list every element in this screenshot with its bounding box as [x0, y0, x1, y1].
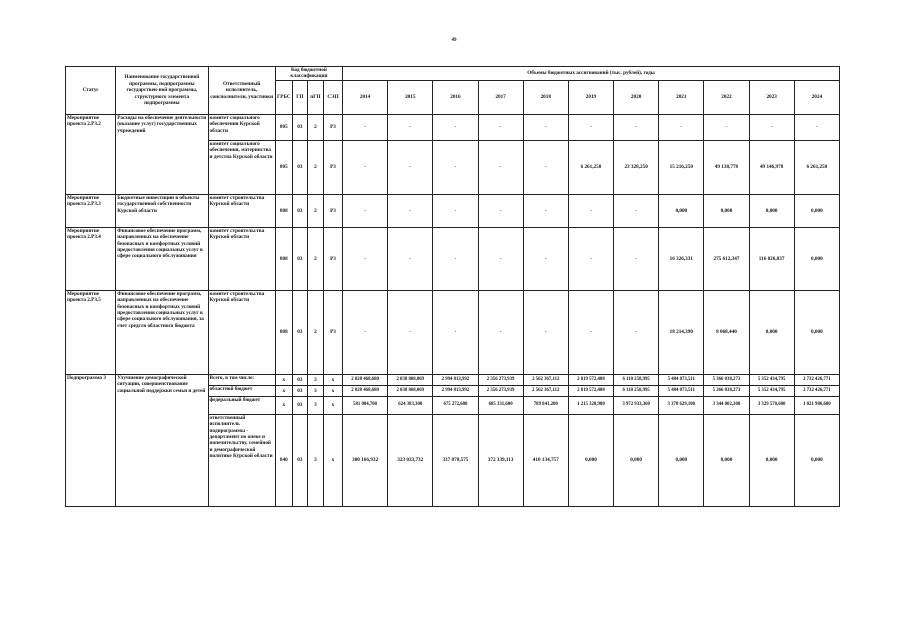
value-cell: - [659, 114, 704, 140]
value-cell: - [794, 114, 839, 140]
value-cell: 275 612,347 [704, 227, 749, 290]
value-cell: 2 356 273,939 [478, 385, 523, 396]
value-cell: - [523, 140, 568, 194]
value-cell: 0,000 [749, 194, 794, 227]
value-cell: 23 328,250 [614, 140, 659, 194]
value-cell: - [478, 114, 523, 140]
value-cell: 0,000 [659, 414, 704, 506]
value-cell: - [614, 227, 659, 290]
value-cell: 2 994 813,992 [433, 385, 478, 396]
value-cell: 5 352 434,795 [749, 385, 794, 396]
value-cell: - [478, 140, 523, 194]
code-cell: х [275, 374, 292, 385]
value-cell: - [388, 114, 433, 140]
value-cell: 2 819 572,408 [568, 374, 613, 385]
value-cell: 116 026,837 [749, 227, 794, 290]
header-code-grbs: ГРБС [275, 80, 292, 114]
code-cell: 840 [275, 414, 292, 506]
value-cell: - [523, 114, 568, 140]
value-cell: 5 366 038,273 [704, 385, 749, 396]
row-responsible: федеральный бюджет [208, 396, 275, 414]
value-cell: 2 356 273,939 [478, 374, 523, 385]
value-cell: - [614, 290, 659, 374]
value-cell: - [568, 290, 613, 374]
value-cell: 5 352 434,795 [749, 374, 794, 385]
code-cell: х [275, 396, 292, 414]
value-cell: 300 166,932 [343, 414, 388, 506]
row-status: Мероприятие проекта 2.Р3.4 [66, 227, 116, 290]
code-cell: 808 [275, 290, 292, 374]
value-cell: 15 216,250 [659, 140, 704, 194]
header-code-pgp: пГП [307, 80, 323, 114]
code-cell: Р3 [323, 194, 342, 227]
value-cell: 581 004,700 [343, 396, 388, 414]
value-cell: - [614, 114, 659, 140]
value-cell: 0,000 [704, 414, 749, 506]
row-status: Мероприятие проекта 2.Р3.5 [66, 290, 116, 374]
value-cell: - [388, 140, 433, 194]
value-cell: 685 331,600 [478, 396, 523, 414]
value-cell: 2 028 468,680 [343, 385, 388, 396]
row-status: Подпрограмма 3 [66, 374, 116, 506]
header-year: 2024 [794, 80, 839, 114]
value-cell: 2 028 468,680 [343, 374, 388, 385]
code-cell: х [323, 385, 342, 396]
value-cell: 3 344 002,300 [704, 396, 749, 414]
value-cell: 6 110 258,995 [614, 385, 659, 396]
row-responsible: комитет социального обеспечения, материнства и детства Курской области [208, 140, 275, 194]
code-cell: х [323, 396, 342, 414]
code-cell: 03 [292, 290, 307, 374]
value-cell: 0,000 [659, 194, 704, 227]
value-cell: 675 272,600 [433, 396, 478, 414]
value-cell: - [388, 227, 433, 290]
value-cell: 624 383,300 [388, 396, 433, 414]
code-cell: 808 [275, 194, 292, 227]
value-cell: 1 215 320,900 [568, 396, 613, 414]
value-cell: - [388, 194, 433, 227]
value-cell: - [433, 194, 478, 227]
value-cell: 0,000 [614, 414, 659, 506]
value-cell: 2 562 367,112 [523, 385, 568, 396]
value-cell: - [343, 140, 388, 194]
value-cell: - [343, 194, 388, 227]
value-cell: 410 134,757 [523, 414, 568, 506]
value-cell: - [568, 114, 613, 140]
code-cell: 805 [275, 140, 292, 194]
code-cell: 03 [292, 194, 307, 227]
value-cell: - [704, 114, 749, 140]
value-cell: 1 021 986,600 [794, 396, 839, 414]
code-cell: Р3 [323, 290, 342, 374]
header-status: Статус [66, 67, 116, 115]
code-cell: 03 [292, 396, 307, 414]
header-year: 2016 [433, 80, 478, 114]
header-year: 2023 [749, 80, 794, 114]
value-cell: 789 841,200 [523, 396, 568, 414]
value-cell: - [343, 114, 388, 140]
row-responsible: комитет строительства Курской области [208, 290, 275, 374]
value-cell: 0,000 [794, 290, 839, 374]
budget-table [65, 66, 840, 507]
value-cell: 2 562 367,112 [523, 374, 568, 385]
header-year: 2020 [614, 80, 659, 114]
row-name: Улучшение демографической ситуации, совершенствование социальной поддержки семьи и детей [116, 374, 208, 506]
header-year: 2019 [568, 80, 613, 114]
header-volumes: Объемы бюджетных ассигнований (тыс. рублей), годы [343, 67, 840, 81]
code-cell: 03 [292, 374, 307, 385]
header-code-sep: СЭП [323, 80, 342, 114]
code-cell: 03 [292, 114, 307, 140]
value-cell: - [523, 194, 568, 227]
value-cell: - [433, 114, 478, 140]
value-cell: 2 819 572,408 [568, 385, 613, 396]
value-cell: - [614, 194, 659, 227]
row-status: Мероприятие проекта 2.Р3.2 [66, 114, 116, 194]
code-cell: 2 [307, 114, 323, 140]
value-cell: 6 261,250 [794, 140, 839, 194]
row-name: Финансовое обеспечение программ, направленных на обеспечение безопасных и комфортных условий предоставления социальных услуг в сфере социального обслуживания [116, 227, 208, 290]
value-cell: - [433, 140, 478, 194]
header-year: 2021 [659, 80, 704, 114]
code-cell: х [323, 414, 342, 506]
value-cell: - [343, 290, 388, 374]
header-year: 2017 [478, 80, 523, 114]
value-cell: 323 033,732 [388, 414, 433, 506]
value-cell: - [433, 290, 478, 374]
code-cell: 2 [307, 140, 323, 194]
row-status: Мероприятие проекта 2.Р3.3 [66, 194, 116, 227]
header-code-gp: ГП [292, 80, 307, 114]
value-cell: - [478, 290, 523, 374]
code-cell: Р3 [323, 140, 342, 194]
value-cell: 5 366 038,273 [704, 374, 749, 385]
row-name: Расходы на обеспечение деятельности (оказание услуг) государственных учреждений [116, 114, 208, 194]
row-responsible: Всего, в том числе: [208, 374, 275, 385]
row-responsible: комитет социального обеспечения Курской области [208, 114, 275, 140]
value-cell: 3 370 629,100 [659, 396, 704, 414]
code-cell: 2 [307, 194, 323, 227]
value-cell: 3 329 570,600 [749, 396, 794, 414]
header-year: 2014 [343, 80, 388, 114]
value-cell: 0,000 [794, 414, 839, 506]
code-cell: 2 [307, 227, 323, 290]
code-cell: 3 [307, 414, 323, 506]
value-cell: 6 110 258,995 [614, 374, 659, 385]
row-responsible: ответственный исполнитель подпрограммы - департамент по опеке и попечительству, семейной и демографической политике Курской области [208, 414, 275, 506]
code-cell: 808 [275, 227, 292, 290]
value-cell: - [478, 227, 523, 290]
value-cell: 2 732 426,771 [794, 385, 839, 396]
value-cell: - [568, 194, 613, 227]
value-cell: 372 339,113 [478, 414, 523, 506]
value-cell: 0,000 [794, 227, 839, 290]
code-cell: 2 [307, 290, 323, 374]
value-cell: - [343, 227, 388, 290]
value-cell: 49 138,778 [704, 140, 749, 194]
code-cell: 3 [307, 396, 323, 414]
code-cell: 03 [292, 227, 307, 290]
row-name: Финансовое обеспечение программ, направленных на обеспечение безопасных и комфортных условий предоставления социальных услуг в сфере социального обслуживания, за счет средств областного бюджета [116, 290, 208, 374]
value-cell: 8 068,440 [704, 290, 749, 374]
code-cell: 03 [292, 385, 307, 396]
header-budget-code: Код бюджетной классификации [275, 67, 342, 81]
header-year: 2015 [388, 80, 433, 114]
value-cell: - [523, 290, 568, 374]
value-cell: 5 484 073,511 [659, 374, 704, 385]
code-cell: 805 [275, 114, 292, 140]
value-cell: 337 878,575 [433, 414, 478, 506]
value-cell: 0,000 [794, 194, 839, 227]
value-cell: 2 994 813,992 [433, 374, 478, 385]
value-cell: 18 214,390 [659, 290, 704, 374]
row-responsible: комитет строительства Курской области [208, 227, 275, 290]
header-responsible: Ответственный исполнитель, соисполнители, участники [208, 67, 275, 115]
code-cell: 03 [292, 140, 307, 194]
row-responsible: комитет строительства Курской области [208, 194, 275, 227]
value-cell: - [433, 227, 478, 290]
header-name: Наименование государственной программы, подпрограммы государствен-ной программы, структурного элемента подпрограммы [116, 67, 208, 115]
value-cell: 0,000 [749, 414, 794, 506]
header-year: 2022 [704, 80, 749, 114]
value-cell: 0,000 [568, 414, 613, 506]
header-year: 2018 [523, 80, 568, 114]
page-number: 49 [451, 38, 457, 43]
value-cell: 2 038 868,069 [388, 385, 433, 396]
value-cell: 2 038 868,069 [388, 374, 433, 385]
value-cell: - [388, 290, 433, 374]
code-cell: Р3 [323, 227, 342, 290]
value-cell: 49 146,978 [749, 140, 794, 194]
row-responsible: областной бюджет [208, 385, 275, 396]
row-name: Бюджетные инвестиции в объекты государственной собственности Курской области [116, 194, 208, 227]
value-cell: 16 326,331 [659, 227, 704, 290]
value-cell: 0,000 [749, 290, 794, 374]
value-cell: 6 261,250 [568, 140, 613, 194]
code-cell: х [323, 374, 342, 385]
value-cell: 2 732 426,771 [794, 374, 839, 385]
code-cell: 3 [307, 374, 323, 385]
code-cell: 03 [292, 414, 307, 506]
value-cell: 5 484 073,511 [659, 385, 704, 396]
value-cell: - [749, 114, 794, 140]
code-cell: 3 [307, 385, 323, 396]
value-cell: 0,000 [704, 194, 749, 227]
value-cell: - [523, 227, 568, 290]
code-cell: х [275, 385, 292, 396]
value-cell: 3 972 933,360 [614, 396, 659, 414]
value-cell: - [478, 194, 523, 227]
code-cell: Р3 [323, 114, 342, 140]
value-cell: - [568, 227, 613, 290]
